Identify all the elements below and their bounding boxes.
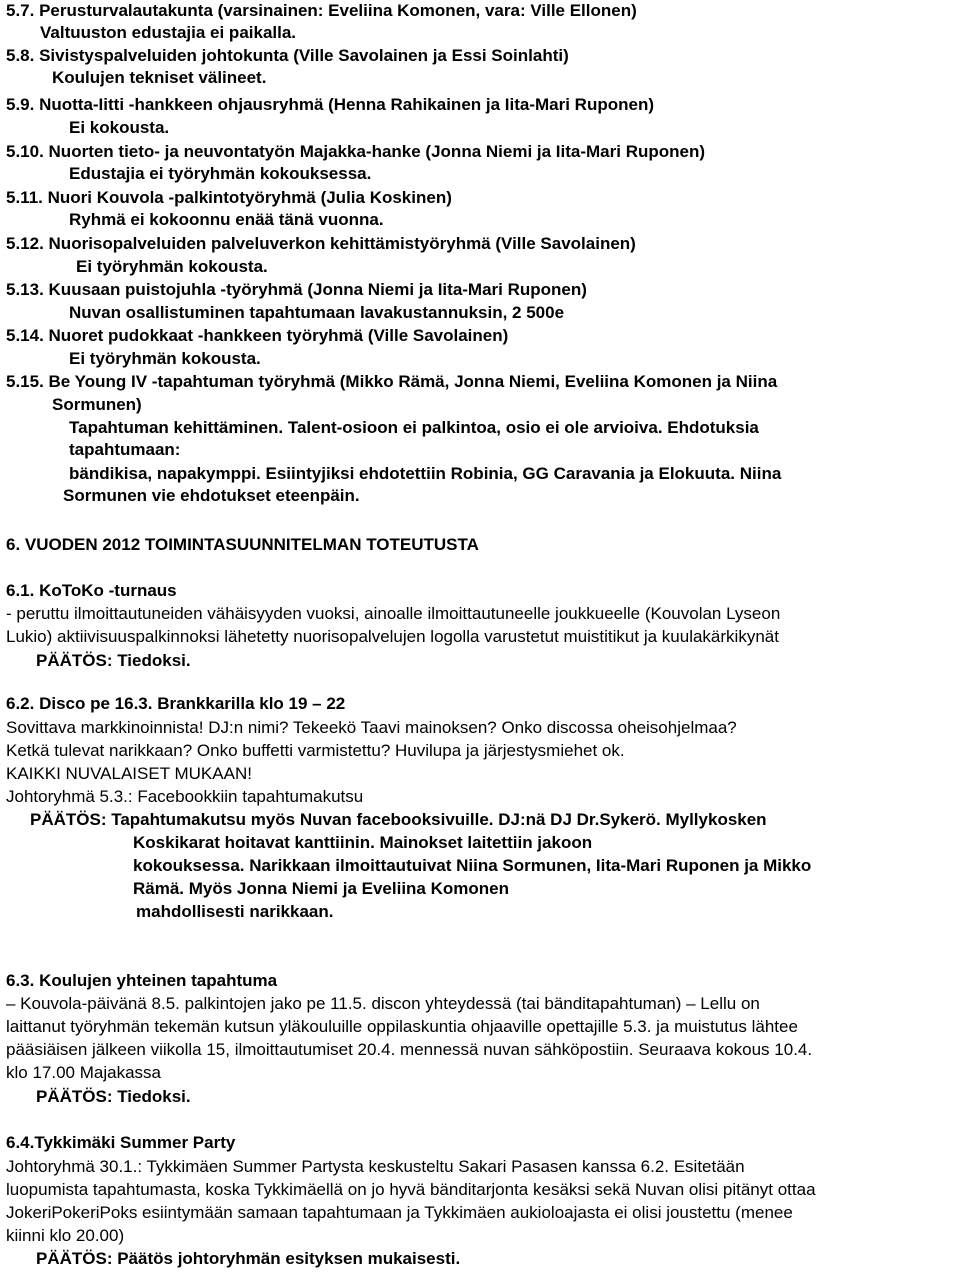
item-5-15-note-3: bändikisa, napakymppi. Esiintyjiksi ehdotettiin Robinia, GG Caravania ja Elokuuta. Niina bbox=[69, 464, 782, 483]
item-6-4-text-2: luopumista tapahtumasta, koska Tykkimäellä on jo hyvä bänditarjonta kesäksi sekä Nuvan olisi pitänyt ottaa bbox=[6, 1180, 816, 1199]
item-5-10-heading: 5.10. Nuorten tieto- ja neuvontatyön Majakka-hanke (Jonna Niemi ja Iita-Mari Ruponen) bbox=[6, 142, 706, 161]
item-6-2-text-4: Johtoryhmä 5.3.: Facebookkiin tapahtumakutsu bbox=[6, 787, 364, 806]
item-5-7-heading: 5.7. Perusturvalautakunta (varsinainen: Eveliina Komonen, vara: Ville Ellonen) bbox=[6, 1, 637, 20]
item-6-4-text-4: kiinni klo 20.00) bbox=[6, 1226, 125, 1245]
item-6-2-heading: 6.2. Disco pe 16.3. Brankkarilla klo 19 – 22 bbox=[6, 694, 346, 713]
item-5-8-heading: 5.8. Sivistyspalveluiden johtokunta (Ville Savolainen ja Essi Soinlahti) bbox=[6, 46, 569, 65]
item-5-15-heading-cont: Sormunen) bbox=[52, 395, 142, 414]
item-6-4-decision: PÄÄTÖS: Päätös johtoryhmän esityksen mukaisesti. bbox=[36, 1249, 461, 1268]
item-6-2-decision-4: Rämä. Myös Jonna Niemi ja Eveliina Komonen bbox=[133, 879, 509, 898]
item-6-2-decision-1: PÄÄTÖS: Tapahtumakutsu myös Nuvan facebooksivuille. DJ:nä DJ Dr.Sykerö. Myllykosken bbox=[30, 810, 767, 829]
item-5-12-note: Ei työryhmän kokousta. bbox=[76, 257, 268, 276]
item-5-9-note: Ei kokousta. bbox=[69, 118, 170, 137]
item-6-3-text-3: pääsiäisen jälkeen viikolla 15, ilmoittautumiset 20.4. mennessä nuvan sähköpostiin. Seuraava kokous 10.4. bbox=[6, 1040, 813, 1059]
item-6-4-heading: 6.4.Tykkimäki Summer Party bbox=[6, 1133, 236, 1152]
item-5-15-note-1: Tapahtuman kehittäminen. Talent-osioon ei palkintoa, osio ei ole arvioiva. Ehdotuksia bbox=[69, 418, 759, 437]
item-5-12-heading: 5.12. Nuorisopalveluiden palveluverkon kehittämistyöryhmä (Ville Savolainen) bbox=[6, 234, 636, 253]
item-5-10-note: Edustajia ei työryhmän kokouksessa. bbox=[69, 164, 372, 183]
item-6-2-text-1: Sovittava markkinoinnista! DJ:n nimi? Tekeekö Taavi mainoksen? Onko discossa oheisohjelmaa? bbox=[6, 718, 737, 737]
item-5-14-note: Ei työryhmän kokousta. bbox=[69, 349, 261, 368]
item-6-2-decision-2: Koskikarat hoitavat kanttiinin. Mainokset laitettiin jakoon bbox=[133, 833, 593, 852]
item-5-14-heading: 5.14. Nuoret pudokkaat -hankkeen työryhmä (Ville Savolainen) bbox=[6, 326, 509, 345]
item-6-3-text-2: laittanut työryhmän tekemän kutsun yläkouluille oppilaskuntia ohjaaville opettajille 5.3. ja muistutus lähtee bbox=[6, 1017, 798, 1036]
item-6-2-decision-5: mahdollisesti narikkaan. bbox=[136, 902, 334, 921]
item-6-3-decision: PÄÄTÖS: Tiedoksi. bbox=[36, 1087, 191, 1106]
item-6-3-heading: 6.3. Koulujen yhteinen tapahtuma bbox=[6, 971, 278, 990]
item-5-7-note: Valtuuston edustajia ei paikalla. bbox=[40, 23, 297, 42]
item-6-2-text-3: KAIKKI NUVALAISET MUKAAN! bbox=[6, 764, 252, 783]
item-6-1-heading: 6.1. KoToKo -turnaus bbox=[6, 581, 177, 600]
item-6-1-decision: PÄÄTÖS: Tiedoksi. bbox=[36, 651, 191, 670]
item-5-15-note-2: tapahtumaan: bbox=[69, 440, 181, 459]
item-6-2-text-2: Ketkä tulevat narikkaan? Onko buffetti varmistettu? Huvilupa ja järjestysmiehet ok. bbox=[6, 741, 625, 760]
item-5-15-note-4: Sormunen vie ehdotukset eteenpäin. bbox=[63, 486, 360, 505]
item-6-4-text-1: Johtoryhmä 30.1.: Tykkimäen Summer Partysta keskusteltu Sakari Pasasen kanssa 6.2. Esitetään bbox=[6, 1157, 745, 1176]
item-5-11-heading: 5.11. Nuori Kouvola -palkintotyöryhmä (Julia Koskinen) bbox=[6, 188, 452, 207]
item-6-4-text-3: JokeriPokeriPoks esiintymään samaan tapahtumaan ja Tykkimäen aukioloajasta ei olisi joustettu (menee bbox=[6, 1203, 793, 1222]
item-5-11-note: Ryhmä ei kokoonnu enää tänä vuonna. bbox=[69, 210, 384, 229]
item-5-13-heading: 5.13. Kuusaan puistojuhla -työryhmä (Jonna Niemi ja Iita-Mari Ruponen) bbox=[6, 280, 587, 299]
section-6-title: 6. VUODEN 2012 TOIMINTASUUNNITELMAN TOTEUTUSTA bbox=[6, 535, 479, 554]
item-5-9-heading: 5.9. Nuotta-Iitti -hankkeen ohjausryhmä (Henna Rahikainen ja Iita-Mari Ruponen) bbox=[6, 95, 654, 114]
item-6-3-text-1: – Kouvola-päivänä 8.5. palkintojen jako pe 11.5. discon yhteydessä (tai bänditapahtuman) – Lellu on bbox=[6, 994, 760, 1013]
item-5-13-note: Nuvan osallistuminen tapahtumaan lavakustannuksin, 2 500e bbox=[69, 303, 565, 322]
item-6-1-text-1: - peruttu ilmoittautuneiden vähäisyyden vuoksi, ainoalle ilmoittautuneelle joukkueelle (Kouvolan Lyseon bbox=[6, 604, 781, 623]
item-5-15-heading: 5.15. Be Young IV -tapahtuman työryhmä (Mikko Rämä, Jonna Niemi, Eveliina Komonen ja Niina bbox=[6, 372, 778, 391]
item-6-3-text-4: klo 17.00 Majakassa bbox=[6, 1063, 161, 1082]
item-6-1-text-2: Lukio) aktiivisuuspalkinnoksi lähetetty nuorisopalvelujen logolla varustetut muistitikut ja kuulakärkikynät bbox=[6, 627, 779, 646]
item-6-2-decision-3: kokouksessa. Narikkaan ilmoittautuivat Niina Sormunen, Iita-Mari Ruponen ja Mikko bbox=[133, 856, 812, 875]
item-5-8-note: Koulujen tekniset välineet. bbox=[52, 68, 267, 87]
